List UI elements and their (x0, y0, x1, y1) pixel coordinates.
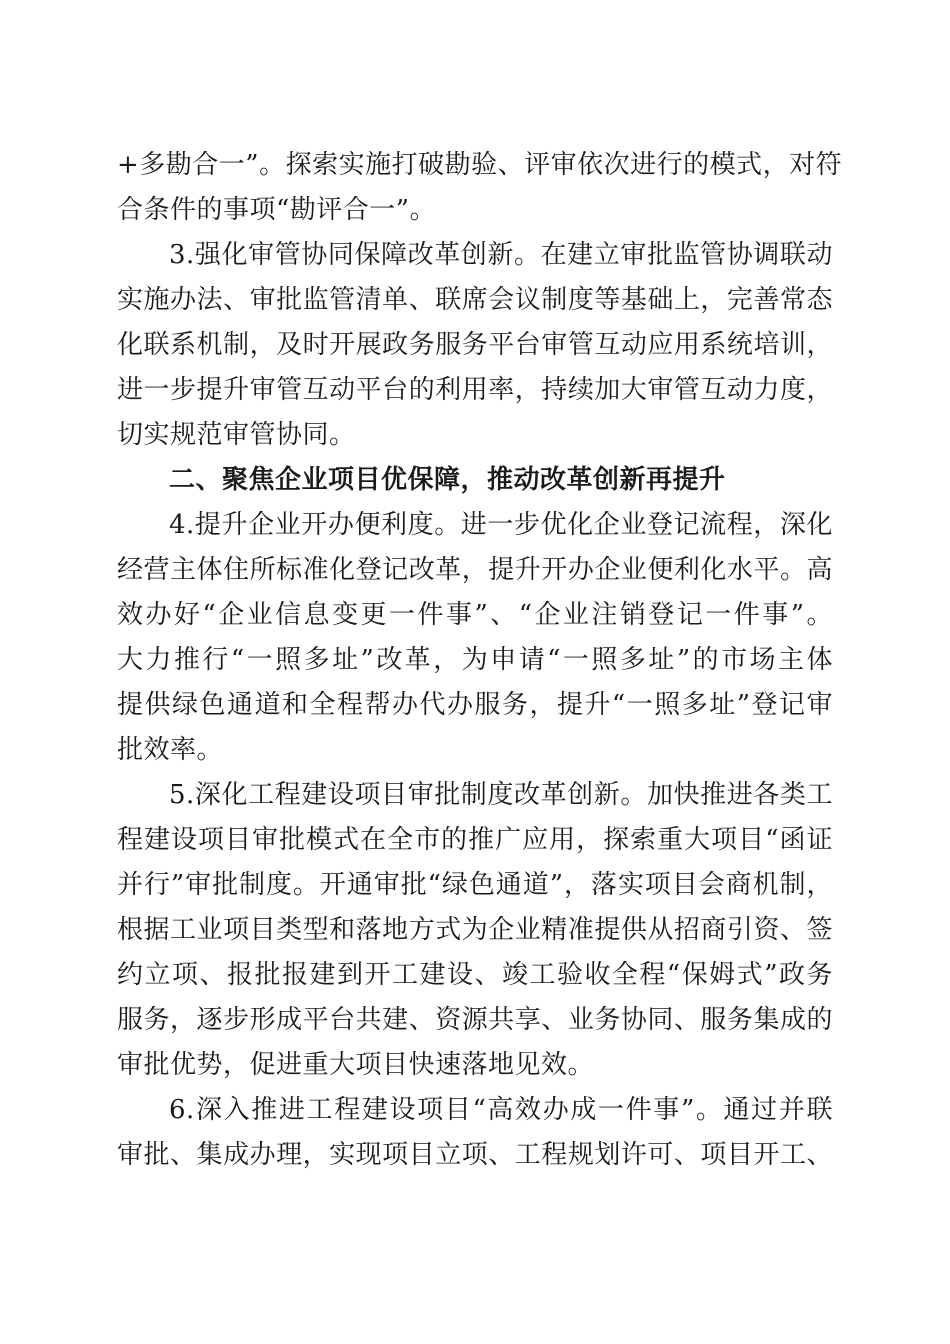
text-line: 并行”审批制度。开通审批“绿色通道”，落实项目会商机制， (117, 870, 833, 900)
text-line: 根据工业项目类型和落地方式为企业精准提供从招商引资、签 (117, 915, 833, 945)
text-line: 审批、集成办理，实现项目立项、工程规划许可、项目开工、 (117, 1140, 833, 1170)
text-line: 提供绿色通道和全程帮办代办服务，提升“一照多址”登记审 (117, 690, 833, 720)
text-line: 约立项、报批报建到开工建设、竣工验收全程“保姆式”政务 (117, 960, 833, 990)
text-line: 进一步提升审管互动平台的利用率，持续加大审管互动力度， (117, 375, 833, 405)
text-line: 审批优势，促进重大项目快速落地见效。 (117, 1050, 595, 1080)
text-line: 经营主体住所标准化登记改革，提升开办企业便利化水平。高 (117, 555, 833, 585)
text-line: 大力推行“一照多址”改革，为申请“一照多址”的市场主体 (117, 645, 833, 675)
text-line: 化联系机制，及时开展政务服务平台审管互动应用系统培训， (117, 330, 833, 360)
text-line: 切实规范审管协同。 (117, 420, 356, 450)
section-heading: 二、聚焦企业项目优保障，推动改革创新再提升 (169, 465, 726, 495)
paragraph-start-line: 5.深化工程建设项目审批制度改革创新。加快推进各类工 (169, 780, 833, 810)
text-line: 效办好“企业信息变更一件事”、“企业注销登记一件事”。 (117, 600, 833, 630)
text-line: 实施办法、审批监管清单、联席会议制度等基础上，完善常态 (117, 285, 833, 315)
text-line: 服务，逐步形成平台共建、资源共享、业务协同、服务集成的 (117, 1005, 833, 1035)
paragraph-start-line: 3.强化审管协同保障改革创新。在建立审批监管协调联动 (169, 240, 833, 270)
text-line: +多勘合一”。探索实施打破勘验、评审依次进行的模式，对符 (117, 150, 843, 180)
text-line: 批效率。 (117, 735, 224, 765)
text-line: 程建设项目审批模式在全市的推广应用，探索重大项目“函证 (117, 825, 833, 855)
paragraph-start-line: 6.深入推进工程建设项目“高效办成一件事”。通过并联 (169, 1095, 833, 1125)
paragraph-start-line: 4.提升企业开办便利度。进一步优化企业登记流程，深化 (169, 510, 833, 540)
text-line: 合条件的事项“勘评合一”。 (117, 195, 437, 225)
